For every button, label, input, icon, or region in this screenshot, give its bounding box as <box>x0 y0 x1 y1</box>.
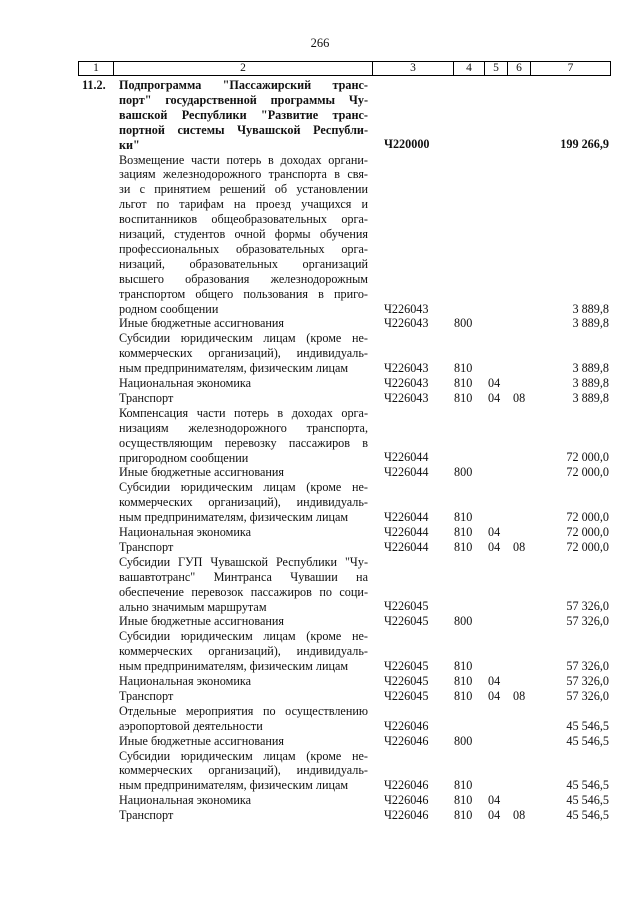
col-header-4: 4 <box>454 62 485 75</box>
row-description-line: коммерческих организаций), индивидуаль- <box>119 644 368 659</box>
row-description-line: низаций, образовательных организаций <box>119 256 368 271</box>
row-description-line: зациям железнодорожного транспорта в свя- <box>119 167 368 182</box>
row-description-line: зи с принятием решений об установлении <box>119 182 368 197</box>
row-code: Ч226044 <box>384 525 429 539</box>
row-group-code: 800 <box>454 465 473 480</box>
row-description <box>119 153 368 317</box>
row-description <box>119 734 368 749</box>
row-description-line: льгот по тарифам на проезд учащихся и <box>119 197 368 212</box>
row-amount: 57 326,0 <box>566 659 609 674</box>
row-code: Ч226046 <box>384 778 429 793</box>
row-description-line: родном сообщении <box>119 301 219 316</box>
row-description <box>119 465 368 480</box>
row-group-code: 810 <box>454 778 473 793</box>
row-group-code: 810 <box>454 510 473 525</box>
row-amount: 72 000,0 <box>566 465 609 480</box>
row-description <box>119 331 368 376</box>
row-section-code: 04 <box>488 688 501 703</box>
row-description-line: Иные бюджетные ассигнования <box>119 614 285 629</box>
row-code: Ч226046 <box>384 793 429 808</box>
row-amount: 3 889,8 <box>572 316 609 331</box>
row-description-line: Национальная экономика <box>119 793 252 808</box>
row-section-code: 04 <box>488 525 501 539</box>
row-description-line: высшего образования железнодорожным <box>119 271 368 286</box>
col-header-5: 5 <box>485 62 508 75</box>
row-description-line: ным предпринимателям, физическим лицам <box>119 361 349 376</box>
section-title <box>119 78 368 153</box>
row-amount: 3 889,8 <box>572 301 609 316</box>
row-amount: 45 546,5 <box>566 778 609 793</box>
col-header-3: 3 <box>373 62 454 75</box>
col-header-6: 6 <box>508 62 531 75</box>
row-description-line: Субсидии юридическим лицам (кроме не- <box>119 331 368 346</box>
row-description-line: коммерческих организаций), индивидуаль- <box>119 495 368 510</box>
row-description-line: Национальная экономика <box>119 525 252 539</box>
row-description-line: Компенсация части потерь в доходах орга- <box>119 405 368 420</box>
row-description-line: ально значимым маршрутам <box>119 599 267 614</box>
section-title-line: ки" <box>119 137 140 152</box>
section-amount: 199 266,9 <box>560 137 609 151</box>
row-section-code: 04 <box>488 674 501 688</box>
row-subsection-code: 08 <box>513 808 526 823</box>
row-description <box>119 808 368 823</box>
row-description-line: Транспорт <box>119 390 174 405</box>
section-title-line: вашской Республики "Развитие транс- <box>119 107 368 122</box>
row-code: Ч226045 <box>384 688 429 703</box>
row-description-line: ным предпринимателям, физическим лицам <box>119 778 349 793</box>
row-description-line: коммерческих организаций), индивидуаль- <box>119 763 368 778</box>
row-description <box>119 376 368 391</box>
row-description <box>119 525 368 540</box>
row-description-line: Субсидии юридическим лицам (кроме не- <box>119 629 368 644</box>
row-description-line: пригородном сообщении <box>119 450 249 465</box>
row-description-line: коммерческих организаций), индивидуаль- <box>119 346 368 361</box>
row-description-line: Отдельные мероприятия по осуществлению <box>119 703 368 718</box>
section-number: 11.2. <box>82 78 106 92</box>
row-description <box>119 540 368 555</box>
row-description <box>119 480 368 525</box>
row-group-code: 800 <box>454 316 473 331</box>
row-amount: 45 546,5 <box>566 808 609 823</box>
row-code: Ч226043 <box>384 376 429 390</box>
row-group-code: 810 <box>454 659 473 674</box>
row-description-line: Иные бюджетные ассигнования <box>119 465 285 480</box>
row-description <box>119 406 368 466</box>
row-amount: 72 000,0 <box>566 450 609 465</box>
row-description-line: ным предпринимателям, физическим лицам <box>119 510 349 525</box>
row-description-line: транспортом общего пользования в приго- <box>119 286 368 301</box>
row-description <box>119 629 368 674</box>
section-title-line: портной системы Чувашской Республи- <box>119 122 368 137</box>
row-amount: 57 326,0 <box>566 614 609 629</box>
row-code: Ч226044 <box>384 510 429 525</box>
row-description-line: Национальная экономика <box>119 376 252 390</box>
row-amount: 72 000,0 <box>566 525 609 539</box>
row-code: Ч226045 <box>384 674 429 688</box>
row-section-code: 04 <box>488 390 501 405</box>
row-group-code: 810 <box>454 525 473 539</box>
row-group-code: 810 <box>454 376 473 390</box>
row-description-line: Иные бюджетные ассигнования <box>119 316 285 331</box>
row-code: Ч226044 <box>384 539 429 554</box>
row-amount: 72 000,0 <box>566 539 609 554</box>
row-amount: 57 326,0 <box>566 599 609 614</box>
row-amount: 57 326,0 <box>566 674 609 688</box>
row-code: Ч226046 <box>384 718 429 733</box>
row-amount: 72 000,0 <box>566 510 609 525</box>
row-subsection-code: 08 <box>513 688 526 703</box>
row-description-line: вашавтотранс" Минтранса Чувашии на <box>119 569 368 584</box>
row-description-line: низаций, студентов очной формы обучения <box>119 227 368 242</box>
row-description-line: осуществляющим перевозку пассажиров в <box>119 435 368 450</box>
row-description-line: ным предпринимателям, физическим лицам <box>119 659 349 674</box>
row-code: Ч226043 <box>384 390 429 405</box>
row-section-code: 04 <box>488 539 501 554</box>
row-subsection-code: 08 <box>513 539 526 554</box>
row-description <box>119 674 368 689</box>
row-description-line: Субсидии ГУП Чувашской Республики "Чу- <box>119 554 368 569</box>
row-section-code: 04 <box>488 808 501 823</box>
row-code: Ч226046 <box>384 733 429 748</box>
row-description-line: Иные бюджетные ассигнования <box>119 733 285 748</box>
row-description-line: обеспечение перевозок пассажиров по соци- <box>119 584 368 599</box>
row-amount: 45 546,5 <box>566 733 609 748</box>
row-code: Ч226044 <box>384 450 429 465</box>
row-description <box>119 793 368 808</box>
row-code: Ч226043 <box>384 301 429 316</box>
col-header-1: 1 <box>79 62 114 75</box>
row-amount: 3 889,8 <box>572 390 609 405</box>
row-description-line: Субсидии юридическим лицам (кроме не- <box>119 480 368 495</box>
row-amount: 45 546,5 <box>566 793 609 808</box>
section-code: Ч220000 <box>384 137 430 151</box>
row-description <box>119 689 368 704</box>
row-description <box>119 555 368 615</box>
row-group-code: 810 <box>454 539 473 554</box>
row-group-code: 800 <box>454 733 473 748</box>
row-description-line: Национальная экономика <box>119 674 252 688</box>
row-description-line: аэропортовой деятельности <box>119 718 263 733</box>
row-amount: 45 546,5 <box>566 718 609 733</box>
row-amount: 3 889,8 <box>572 361 609 376</box>
row-group-code: 810 <box>454 390 473 405</box>
row-description <box>119 749 368 794</box>
col-header-2: 2 <box>114 62 373 75</box>
page-number: 266 <box>310 36 330 50</box>
col-header-7: 7 <box>567 62 574 74</box>
row-description-line: воспитанников общеобразовательных орга- <box>119 212 368 227</box>
row-group-code: 810 <box>454 688 473 703</box>
row-description-line: низациям железнодорожного транспорта, <box>119 420 368 435</box>
row-section-code: 04 <box>488 793 501 808</box>
row-description-line: Транспорт <box>119 688 174 703</box>
row-amount: 57 326,0 <box>566 688 609 703</box>
row-description <box>119 704 368 734</box>
row-description <box>119 316 368 331</box>
column-header-row <box>78 61 611 76</box>
row-description-line: Транспорт <box>119 808 174 823</box>
row-description-line: Возмещение части потерь в доходах органи- <box>119 152 368 167</box>
row-section-code: 04 <box>488 376 501 390</box>
row-code: Ч226045 <box>384 614 429 629</box>
row-code: Ч226045 <box>384 599 429 614</box>
row-code: Ч226046 <box>384 808 429 823</box>
section-title-line: порт" государственной программы Чу- <box>119 92 368 107</box>
row-group-code: 810 <box>454 674 473 688</box>
row-code: Ч226045 <box>384 659 429 674</box>
row-description-line: профессиональных образовательных орга- <box>119 241 368 256</box>
row-code: Ч226043 <box>384 361 429 376</box>
row-description-line: Субсидии юридическим лицам (кроме не- <box>119 748 368 763</box>
row-amount: 3 889,8 <box>572 376 609 390</box>
row-group-code: 800 <box>454 614 473 629</box>
row-description-line: Транспорт <box>119 539 174 554</box>
row-description <box>119 614 368 629</box>
row-description <box>119 391 368 406</box>
section-title-line: Подпрограмма "Пассажирский транс- <box>119 78 368 92</box>
row-subsection-code: 08 <box>513 390 526 405</box>
row-code: Ч226043 <box>384 316 429 331</box>
row-group-code: 810 <box>454 808 473 823</box>
row-group-code: 810 <box>454 361 473 376</box>
row-group-code: 810 <box>454 793 473 808</box>
row-code: Ч226044 <box>384 465 429 480</box>
